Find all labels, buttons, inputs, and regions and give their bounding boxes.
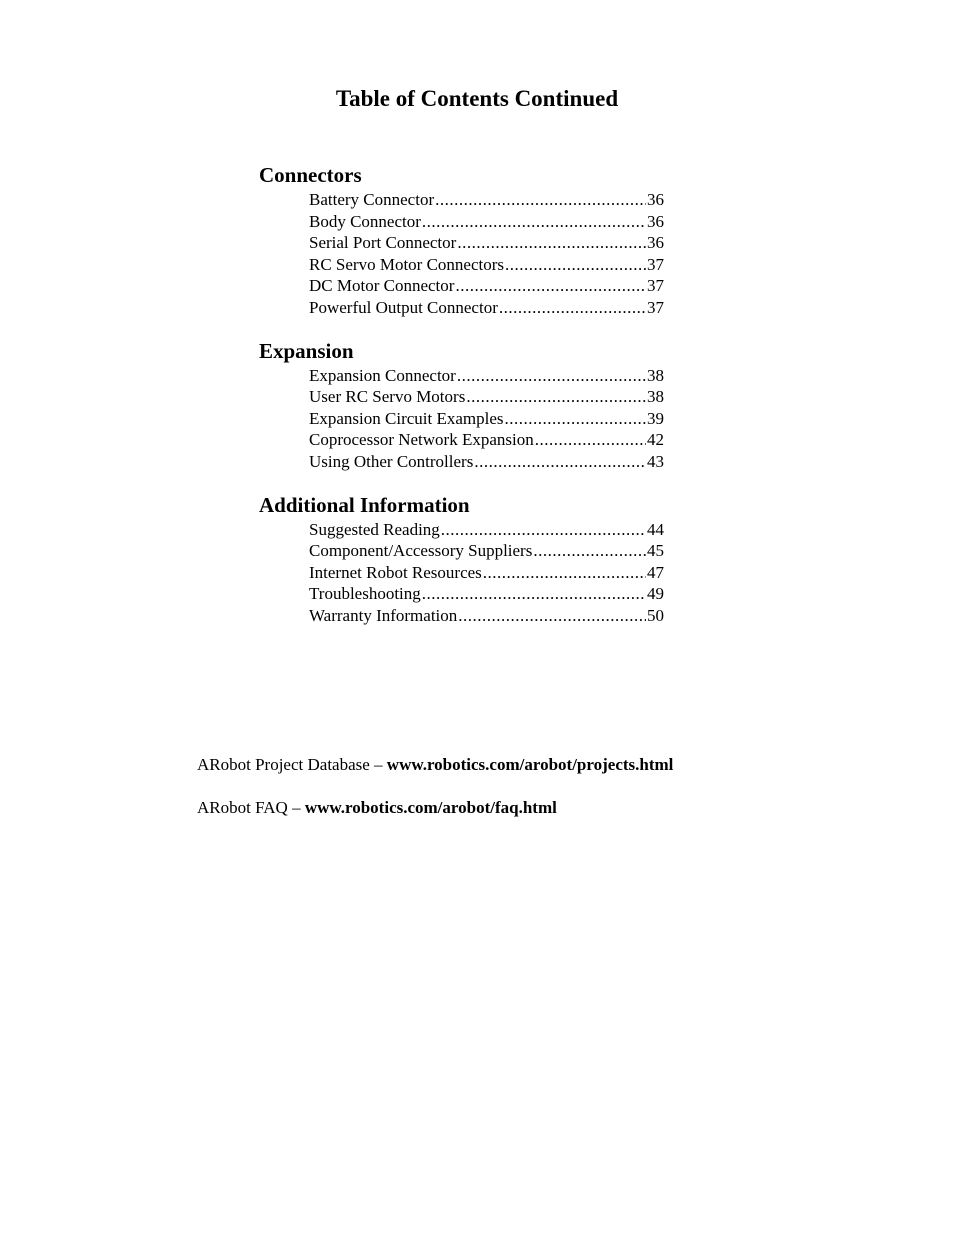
dot-leader bbox=[457, 232, 646, 254]
page-title: Table of Contents Continued bbox=[335, 86, 619, 111]
toc-entry-label: Serial Port Connector bbox=[309, 233, 457, 253]
toc-entry bbox=[309, 519, 664, 541]
faq-link[interactable]: www.robotics.com/arobot/faq.html bbox=[304, 798, 557, 817]
toc-entry-label: Troubleshooting bbox=[309, 584, 421, 604]
dot-leader bbox=[422, 583, 646, 605]
project-database-line bbox=[197, 754, 673, 776]
toc-entry-label: Component/Accessory Suppliers bbox=[309, 541, 533, 561]
toc-section-expansion bbox=[259, 338, 669, 473]
toc-entry-page: 38 bbox=[647, 387, 664, 407]
table-of-contents bbox=[259, 162, 669, 646]
toc-entry-page: 36 bbox=[647, 233, 664, 253]
toc-entry-label: User RC Servo Motors bbox=[309, 387, 466, 407]
dot-leader bbox=[458, 605, 646, 627]
toc-entry-page: 36 bbox=[647, 211, 664, 231]
toc-entry bbox=[309, 429, 664, 451]
faq-label: ARobot FAQ – bbox=[197, 798, 301, 817]
toc-entry-page: 38 bbox=[647, 365, 664, 385]
toc-entry bbox=[309, 189, 664, 211]
toc-entry bbox=[309, 583, 664, 605]
section-heading: Additional Information bbox=[259, 492, 470, 517]
dot-leader bbox=[466, 386, 646, 408]
toc-entry-label: DC Motor Connector bbox=[309, 276, 455, 296]
project-database-link[interactable]: www.robotics.com/arobot/projects.html bbox=[386, 755, 674, 774]
dot-leader bbox=[505, 408, 646, 430]
toc-entry-page: 36 bbox=[647, 190, 664, 209]
toc-entry-label: Body Connector bbox=[309, 211, 421, 231]
toc-entry bbox=[309, 232, 664, 254]
toc-entry-label: Expansion Circuit Examples bbox=[309, 408, 504, 428]
toc-entry-label: Warranty Information bbox=[309, 605, 458, 625]
dot-leader bbox=[505, 254, 646, 276]
toc-entry-page: 45 bbox=[647, 541, 664, 561]
toc-entry-page: 49 bbox=[647, 584, 664, 604]
toc-entry-label: RC Servo Motor Connectors bbox=[309, 254, 505, 274]
toc-section-additional-information bbox=[259, 492, 669, 627]
dot-leader bbox=[535, 429, 646, 451]
dot-leader bbox=[435, 189, 646, 211]
toc-entry-page: 43 bbox=[647, 451, 664, 471]
toc-entry-page: 37 bbox=[647, 254, 664, 274]
toc-entry bbox=[309, 540, 664, 562]
toc-entry bbox=[309, 365, 664, 387]
dot-leader bbox=[499, 297, 646, 319]
dot-leader bbox=[533, 540, 646, 562]
section-heading: Expansion bbox=[259, 338, 354, 363]
project-database-label: ARobot Project Database – bbox=[197, 755, 383, 774]
toc-entry bbox=[309, 254, 664, 276]
toc-entry bbox=[309, 275, 664, 297]
dot-leader bbox=[422, 211, 646, 233]
toc-entry-page: 37 bbox=[647, 276, 664, 296]
toc-entry-label: Using Other Controllers bbox=[309, 451, 474, 471]
toc-entry bbox=[309, 211, 664, 233]
dot-leader bbox=[474, 451, 646, 473]
toc-entry-label: Battery Connector bbox=[309, 190, 435, 209]
faq-line bbox=[197, 797, 557, 819]
toc-entry bbox=[309, 386, 664, 408]
dot-leader bbox=[441, 519, 646, 541]
toc-entry-label: Suggested Reading bbox=[309, 519, 440, 539]
toc-entry bbox=[309, 408, 664, 430]
toc-entry-label: Expansion Connector bbox=[309, 365, 456, 385]
toc-entry bbox=[309, 297, 664, 319]
toc-entry-label: Coprocessor Network Expansion bbox=[309, 430, 534, 450]
toc-section-connectors bbox=[259, 162, 669, 319]
dot-leader bbox=[457, 365, 646, 387]
toc-entry bbox=[309, 562, 664, 584]
toc-entry-page: 50 bbox=[647, 605, 664, 625]
toc-entry-page: 42 bbox=[647, 430, 664, 450]
toc-entry-page: 39 bbox=[647, 408, 664, 428]
toc-entry-page: 44 bbox=[647, 519, 664, 539]
toc-entry-page: 37 bbox=[647, 297, 664, 317]
dot-leader bbox=[455, 275, 646, 297]
toc-entry-page: 47 bbox=[647, 562, 664, 582]
toc-entry-label: Powerful Output Connector bbox=[309, 297, 498, 317]
toc-entry bbox=[309, 605, 664, 627]
dot-leader bbox=[483, 562, 646, 584]
toc-entry bbox=[309, 451, 664, 473]
toc-entry-label: Internet Robot Resources bbox=[309, 562, 482, 582]
section-heading: Connectors bbox=[259, 163, 362, 187]
